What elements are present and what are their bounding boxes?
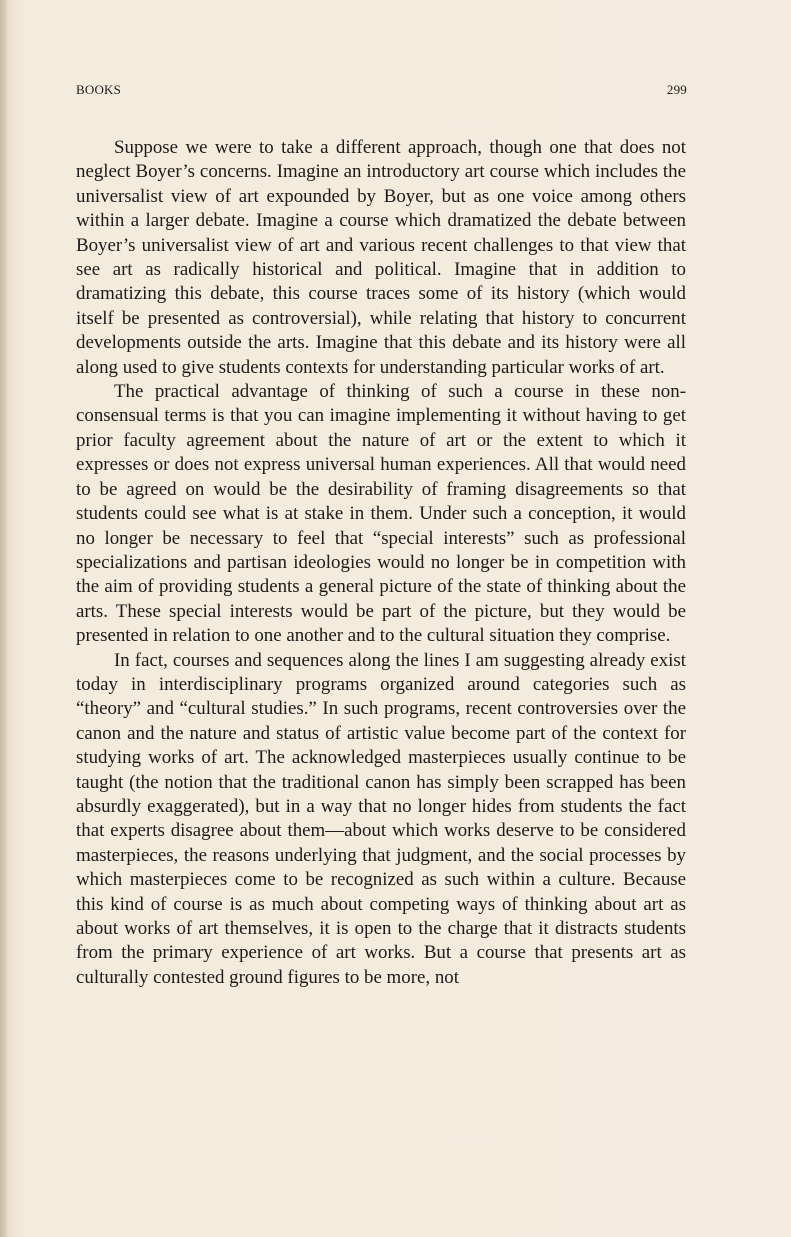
body-text xyxy=(76,136,686,990)
paragraph-2: The practical advantage of thinking of such a course in these non-consensual terms is that you can imagine implementing it without having to get prior faculty agreement about the nature of art or the extent to which it expresses or does not express universal human experiences. All that would need to be agreed on would be the desirability of framing disagreements so that students could see what is at stake in them. Under such a conception, it would no longer be necessary to feel that “special interests” such as professional specializations and partisan ideologies would no longer be in competition with the aim of providing students a general picture of the state of thinking about the arts. These special interests would be part of the picture, but they would be presented in relation to one another and to the cultural situation they comprise. xyxy=(76,381,686,647)
paragraph-1: Suppose we were to take a different approach, though one that does not neglect Boyer’s concerns. Imagine an introductory art course which includes the universalist view of art expounded by Boyer, but as one voice among others within a larger debate. Imagine a course which dramatized the debate between Boyer’s universalist view of art and various recent challenges to that view that see art as radically historical and political. Imagine that in addition to dramatizing this debate, this course traces some of its history (which would itself be presented as controversial), while relating that history to concurrent developments outside the arts. Imagine that this debate and its history were all along used to give students contexts for understanding particular works of art. xyxy=(76,137,686,378)
section-title: BOOKS xyxy=(76,82,122,97)
paragraph-3: In fact, courses and sequences along the lines I am suggesting already exist today in interdisciplinary programs organized around categories such as “theory” and “cultural studies.” In such programs, recent controversies over the canon and the nature and status of artistic value become part of the context for studying works of art. The acknowledged masterpieces usually continue to be taught (the notion that the traditional canon has simply been scrapped has been absurdly exaggerated), but in a way that no longer hides from students the fact that experts disagree about them—about which works deserve to be considered masterpieces, the reasons underlying that judgment, and the social processes by which masterpieces come to be recognized as such within a culture. Because this kind of course is as much about competing ways of thinking about art as about works of art themselves, it is open to the charge that it distracts students from the primary experience of art works. But a course that presents art as culturally contested ground figures to be more, not xyxy=(76,649,686,988)
page-number: 299 xyxy=(666,82,687,97)
page-gutter-shadow xyxy=(0,0,8,1237)
running-head xyxy=(76,82,689,100)
